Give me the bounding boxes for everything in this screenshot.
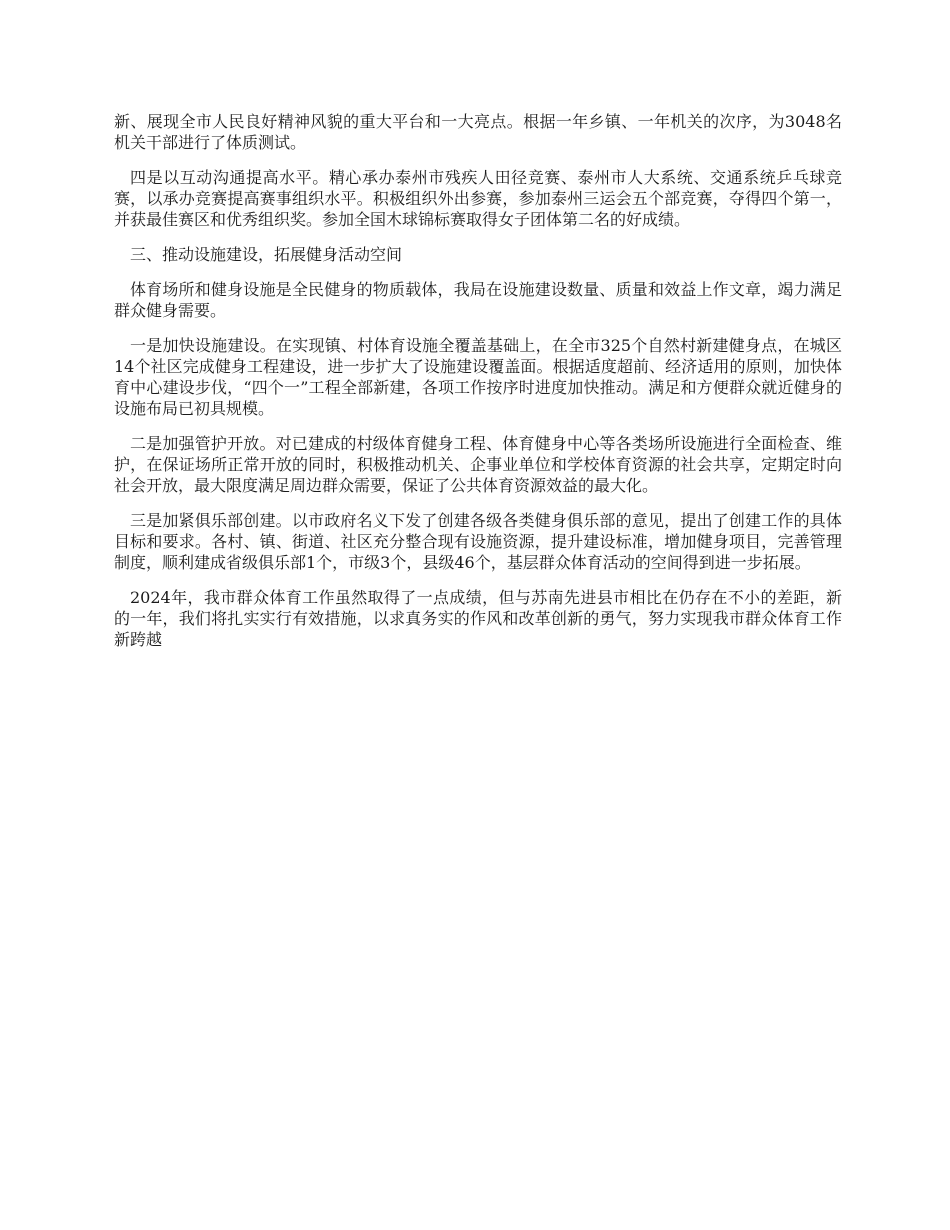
paragraph-management-opening: 二是加强管护开放。对已建成的村级体育健身工程、体育健身中心等各类场所设施进行全面检查、维护，在保证场所正常开放的同时，积极推动机关、企事业单位和学校体育资源的社会共享，定期定时向社会开放，最大限度满足周边群众需要，保证了公共体育资源效益的最大化。: [114, 434, 842, 495]
paragraph-facilities-intro: 体育场所和健身设施是全民健身的物质载体，我局在设施建设数量、质量和效益上作文章，竭力满足群众健身需要。: [114, 280, 842, 320]
paragraph-facility-construction: 一是加快设施建设。在实现镇、村体育设施全覆盖基础上，在全市325个自然村新建健身点，在城区14个社区完成健身工程建设，进一步扩大了设施建设覆盖面。根据适度超前、经济适用的原则，加快体育中心建设步伐，“四个一”工程全部新建，各项工作按序时进度加快推动。满足和方便群众就近健身的设施布局已初具规模。: [114, 336, 842, 418]
section-heading-facilities: 三、推动设施建设，拓展健身活动空间: [130, 245, 403, 264]
document-body: [114, 111, 842, 664]
paragraph-interaction-level: 四是以互动沟通提高水平。精心承办泰州市残疾人田径竞赛、泰州市人大系统、交通系统乒乓球竞赛，以承办竞赛提高赛事组织水平。积极组织外出参赛，参加泰州三运会五个部竞赛，夺得四个第一，并获最佳赛区和优秀组织奖。参加全国木球锦标赛取得女子团体第二名的好成绩。: [114, 168, 842, 229]
paragraph-conclusion: 2024年，我市群众体育工作虽然取得了一点成绩，但与苏南先进县市相比在仍存在不小的差距，新的一年，我们将扎实实行有效措施，以求真务实的作风和改革创新的勇气，努力实现我市群众体育工作新跨越: [114, 588, 842, 649]
paragraph-club-creation: 三是加紧俱乐部创建。以市政府名义下发了创建各级各类健身俱乐部的意见，提出了创建工作的具体目标和要求。各村、镇、街道、社区充分整合现有设施资源，提升建设标准，增加健身项目，完善管理制度，顺利建成省级俱乐部1个，市级3个，县级46个，基层群众体育活动的空间得到进一步拓展。: [114, 511, 842, 572]
paragraph-continuation: 新、展现全市人民良好精神风貌的重大平台和一大亮点。根据一年乡镇、一年机关的次序，为3048名机关干部进行了体质测试。: [114, 112, 842, 152]
